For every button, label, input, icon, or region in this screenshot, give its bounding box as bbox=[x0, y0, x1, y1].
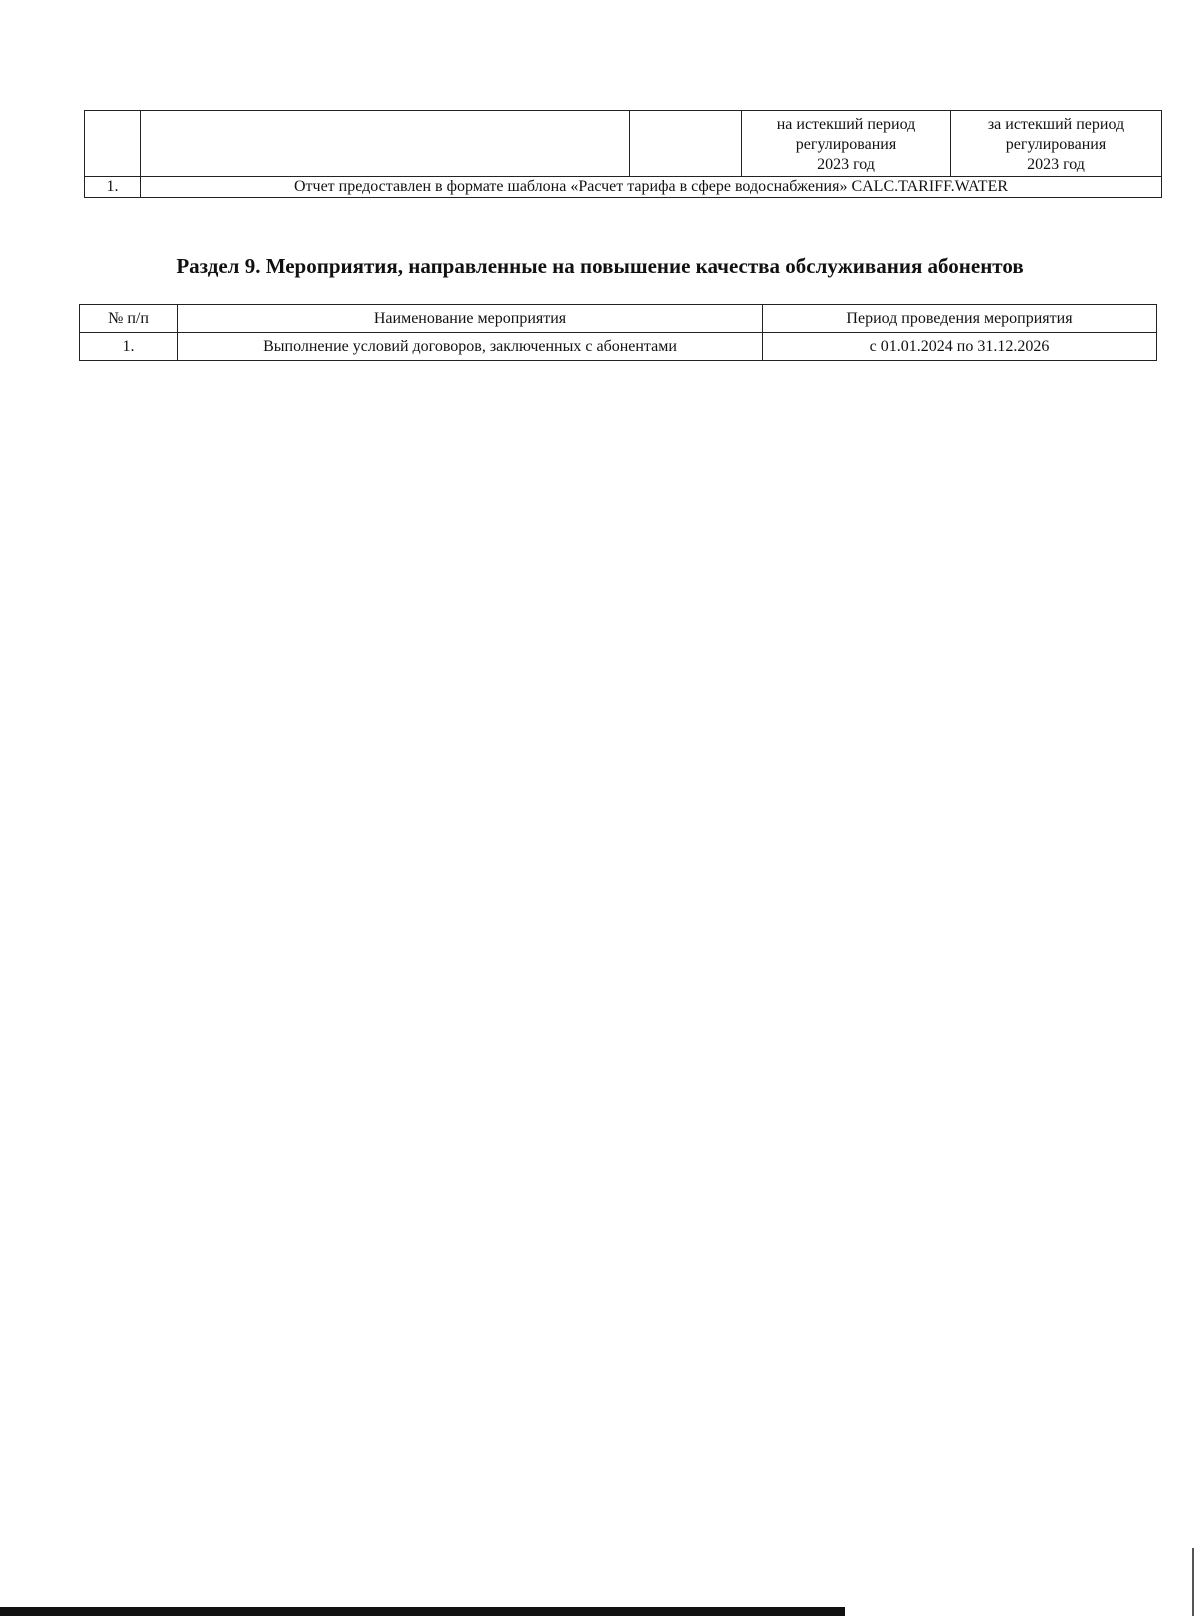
header-line: 2023 год bbox=[817, 156, 875, 173]
header-line: регулирования bbox=[795, 136, 897, 153]
header-line: за истекший период bbox=[987, 116, 1125, 133]
header-measure-period: Период проведения мероприятия bbox=[763, 305, 1157, 333]
section-title: Раздел 9. Мероприятия, направленные на повышение качества обслуживания абонентов bbox=[176, 254, 1024, 278]
header-number: № п/п bbox=[80, 305, 178, 333]
row-number: 1. bbox=[85, 177, 141, 198]
table-header-row bbox=[85, 111, 1162, 177]
report-note: Отчет предоставлен в формате шаблона «Расчет тарифа в сфере водоснабжения» CALC.TARIFF.WATER bbox=[141, 177, 1162, 198]
header-line: на истекший период bbox=[776, 116, 916, 133]
measures-table bbox=[79, 304, 1157, 361]
table-row bbox=[80, 333, 1157, 361]
header-cell-empty-2 bbox=[141, 111, 630, 177]
header-cell-expired-period-actual bbox=[951, 111, 1162, 177]
header-measure-name: Наименование мероприятия bbox=[178, 305, 763, 333]
header-cell-empty-3 bbox=[630, 111, 742, 177]
row-number: 1. bbox=[80, 333, 178, 361]
table-row bbox=[85, 177, 1162, 198]
scan-bottom-edge bbox=[0, 1607, 845, 1616]
tariff-continuation-table bbox=[84, 110, 1162, 198]
measure-period: с 01.01.2024 по 31.12.2026 bbox=[763, 333, 1157, 361]
table-header-row bbox=[80, 305, 1157, 333]
scan-right-edge bbox=[1192, 1548, 1194, 1616]
measure-name: Выполнение условий договоров, заключенных с абонентами bbox=[178, 333, 763, 361]
header-line: регулирования bbox=[1005, 136, 1107, 153]
header-cell-expired-period-planned bbox=[742, 111, 951, 177]
header-cell-empty-1 bbox=[85, 111, 141, 177]
header-line: 2023 год bbox=[1027, 156, 1085, 173]
